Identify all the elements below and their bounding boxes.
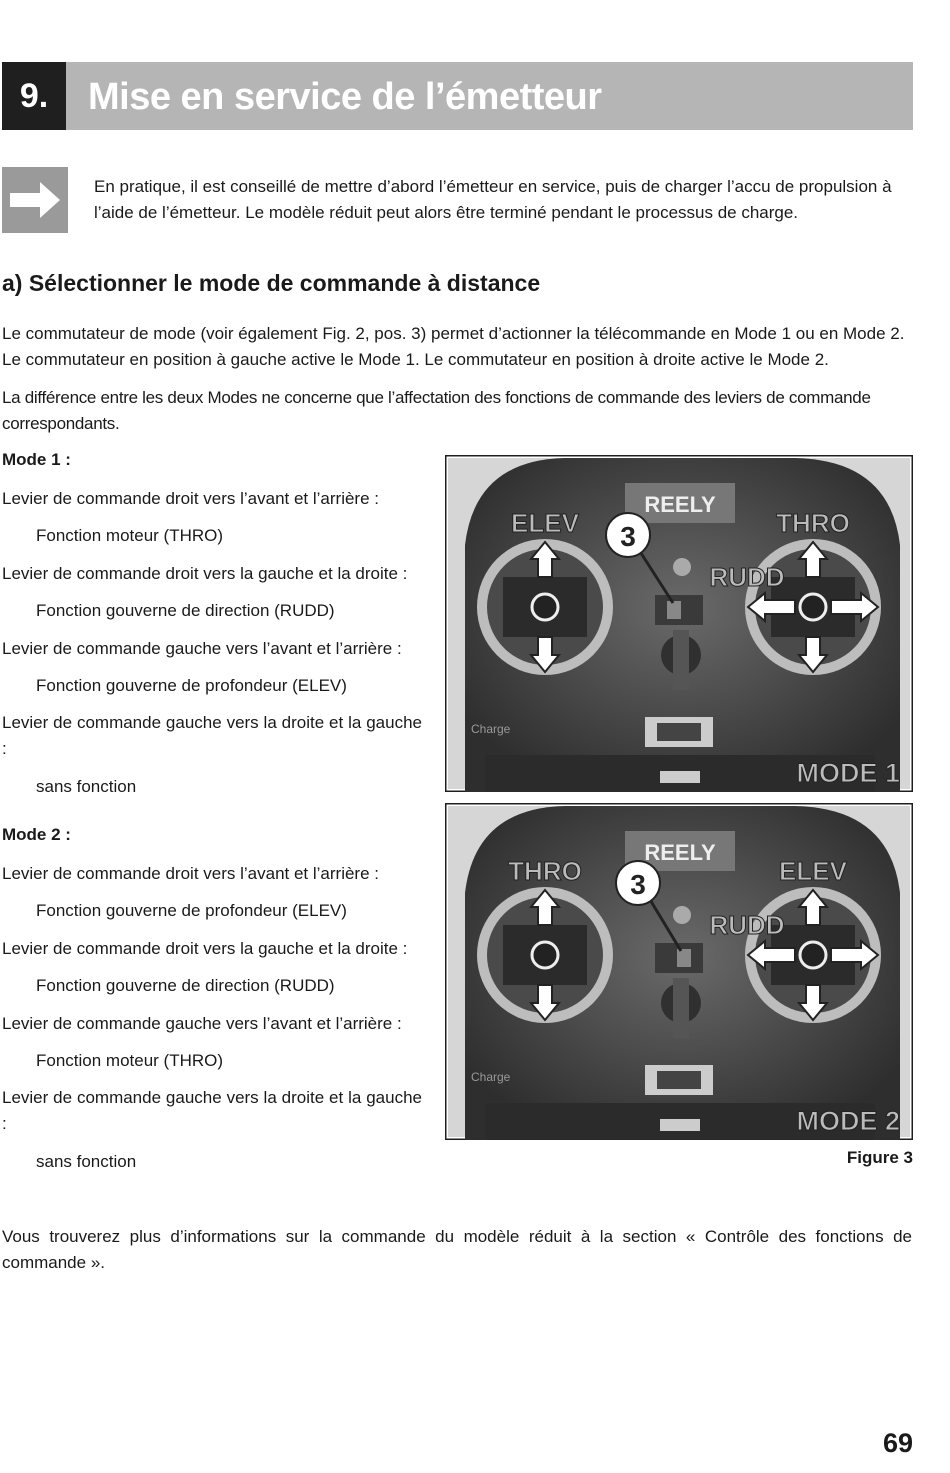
chapter-number: 9.	[2, 62, 66, 130]
switch-callout-number: 3	[620, 521, 636, 552]
switch-callout-number: 3	[630, 869, 646, 900]
right-stick-label: ELEV	[779, 856, 847, 886]
chapter-title: Mise en service de l’émetteur	[88, 76, 602, 118]
mode1-item: sans fonction	[36, 777, 137, 796]
mode1-item: Fonction gouverne de profondeur (ELEV)	[36, 676, 347, 695]
rudd-label: RUDD	[709, 910, 785, 940]
right-stick-label: THRO	[776, 508, 850, 538]
note-text: En pratique, il est conseillé de mettre d’abord l’émetteur en service, puis de charger l’accu de propulsion à l’aide de l’émetteur. Le modèle réduit peut alors être terminé pendant le processus de charge.	[94, 177, 892, 222]
mode1-item: Fonction gouverne de direction (RUDD)	[36, 601, 335, 620]
mode2-item: Levier de commande droit vers l’avant et l’arrière :	[2, 864, 379, 883]
mode2-item: sans fonction	[36, 1152, 137, 1171]
brand-logo: REELY	[644, 492, 716, 517]
paragraph-mode-difference: La différence entre les deux Modes ne concerne que l’affectation des fonctions de commande des leviers de commande correspondants.	[2, 388, 871, 433]
charge-label: Charge	[471, 1070, 511, 1084]
charge-label: Charge	[471, 722, 511, 736]
mode2-item: Levier de commande gauche vers l’avant et l’arrière :	[2, 1014, 402, 1033]
left-stick-label: THRO	[508, 856, 582, 886]
mode1-heading: Mode 1 :	[2, 450, 71, 469]
mode1-item: Levier de commande gauche vers l’avant et l’arrière :	[2, 639, 402, 658]
chapter-header	[2, 62, 913, 130]
mode2-item: Fonction gouverne de profondeur (ELEV)	[36, 901, 347, 920]
mode-label: MODE 2	[796, 1106, 900, 1136]
left-stick-label: ELEV	[511, 508, 579, 538]
section-title: a) Sélectionner le mode de commande à distance	[2, 270, 541, 296]
mode2-item: Fonction gouverne de direction (RUDD)	[36, 976, 335, 995]
rudd-label: RUDD	[709, 562, 785, 592]
mode1-item: Levier de commande gauche vers la droite et la gauche :	[2, 713, 422, 758]
mode2-heading: Mode 2 :	[2, 825, 71, 844]
arrow-right-icon	[2, 167, 68, 233]
mode2-item: Levier de commande droit vers la gauche et la droite :	[2, 939, 408, 958]
mode1-item: Fonction moteur (THRO)	[36, 526, 224, 545]
paragraph-mode-switch: Le commutateur de mode (voir également Fig. 2, pos. 3) permet d’actionner la télécommande en Mode 1 ou en Mode 2. Le commutateur en position à gauche active le Mode 1. Le commutateur en position à droite active le Mode 2.	[2, 324, 905, 369]
mode2-item: Levier de commande gauche vers la droite et la gauche :	[2, 1088, 422, 1133]
mode1-item: Levier de commande droit vers l’avant et l’arrière :	[2, 489, 379, 508]
transmitter-photo-mode2	[445, 803, 913, 1140]
mode2-item: Fonction moteur (THRO)	[36, 1051, 224, 1070]
footer-paragraph: Vous trouverez plus d’informations sur la commande du modèle réduit à la section « Contrôle des fonctions de commande ».	[2, 1227, 912, 1272]
mode-label: MODE 1	[796, 758, 900, 788]
transmitter-photo-mode1	[445, 455, 913, 792]
page-number: 69	[882, 1428, 913, 1458]
brand-logo: REELY	[644, 840, 716, 865]
figure-caption: Figure 3	[846, 1148, 913, 1167]
mode1-item: Levier de commande droit vers la gauche et la droite :	[2, 564, 408, 583]
